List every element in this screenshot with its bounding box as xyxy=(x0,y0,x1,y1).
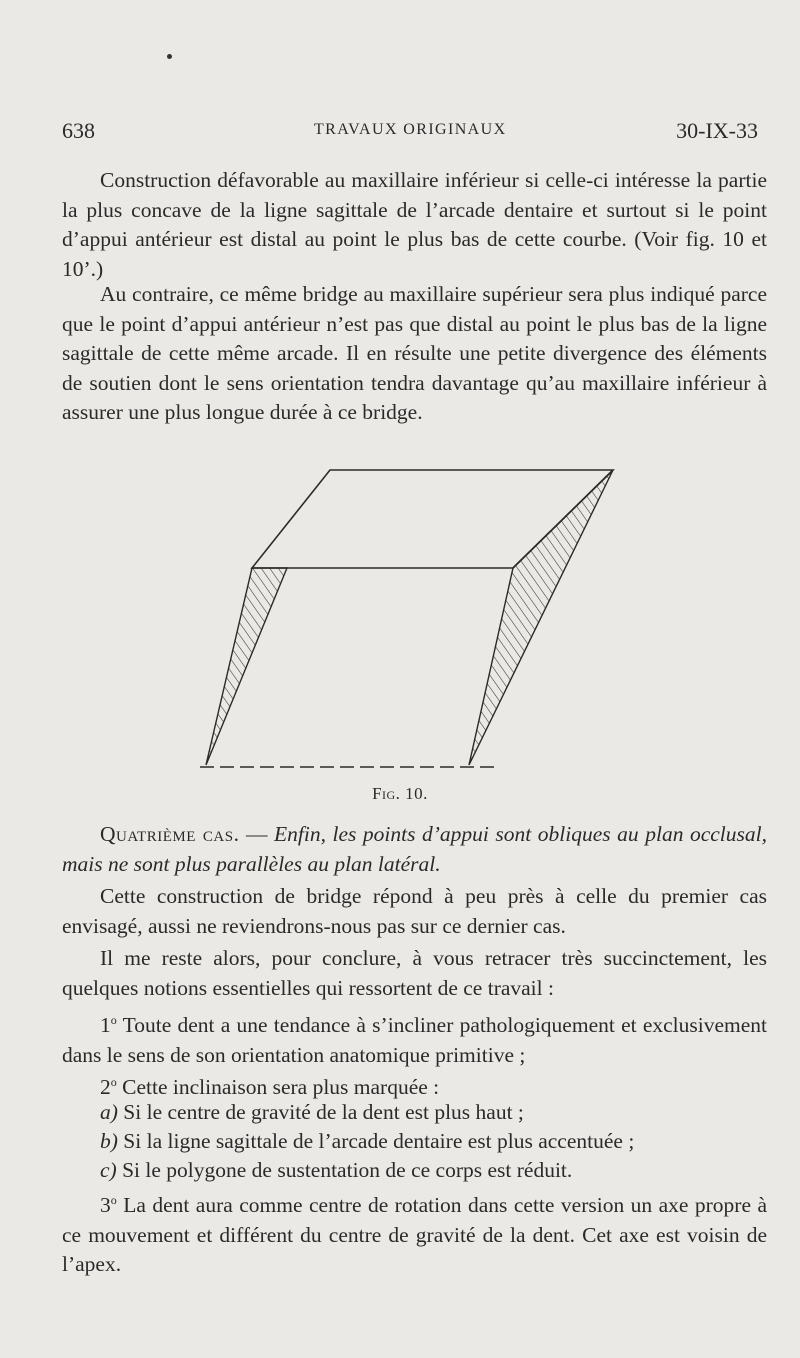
figure-10-bridge-diagram xyxy=(195,462,625,777)
ink-dot xyxy=(167,54,172,59)
list-item-3: 3$^o$ La dent aura comme centre de rotation dans cette version un axe propre à ce mouvement et différent du centre de gravité de la dent. Cet axe est voisin de l’apex. xyxy=(62,1193,767,1277)
page-number: 638 xyxy=(62,118,95,143)
list-item-2: 2$^o$ Cette inclinaison sera plus marquée : xyxy=(100,1075,440,1100)
sub-item-c: c) Si le polygone de sustentation de ce corps est réduit. xyxy=(100,1158,573,1182)
page-header xyxy=(62,118,770,148)
right-pillar xyxy=(469,470,613,765)
section-italic-text: Enfin, les points d’appui sont obliques au plan occlusal, mais ne sont plus parallèles au plan latéral. xyxy=(62,822,767,876)
left-pillar xyxy=(206,568,287,765)
issue-date: 30-IX-33 xyxy=(676,118,758,143)
paragraph-cette-construction: Cette construction de bridge répond à peu près à celle du premier cas envisagé, aussi ne reviendrons-nous pas sur ce dernier cas. xyxy=(62,884,767,938)
paragraph-au-contraire: Au contraire, ce même bridge au maxillaire supérieur sera plus indiqué parce que le point d’appui antérieur n’est pas que distal au point le plus bas de la ligne sagittale de cette même arcade. Il en résulte une petite divergence des éléments de soutien dont le sens orientation tendra davantage qu’au maxillaire inférieur à assurer une plus longue durée à ce bridge. xyxy=(62,282,767,424)
sub-item-a: a) Si le centre de gravité de la dent est plus haut ; xyxy=(100,1100,524,1124)
paragraph-construction: Construction défavorable au maxillaire inférieur si celle-ci intéresse la partie la plus concave de la ligne sagittale de l’arcade dentaire et surtout si le point d’appui antérieur est distal au point le plus bas de cette courbe. (Voir fig. 10 et 10’.) xyxy=(62,168,767,281)
paragraph-il-me-reste: Il me reste alors, pour conclure, à vous retracer très succinctement, les quelques notions essentielles qui ressortent de ce travail : xyxy=(62,946,767,1000)
list-item-1: 1$^o$ Toute dent a une tendance à s’incliner pathologiquement et exclusivement dans le sens de son orientation anatomique primitive ; xyxy=(62,1013,767,1067)
section-quatrieme-cas: Quatrième cas. — Enfin, les points d’appui sont obliques au plan occlusal, mais ne sont plus parallèles au plan latéral. xyxy=(62,822,767,876)
section-heading: Quatrième cas. xyxy=(100,822,240,846)
sub-item-b: b) Si la ligne sagittale de l’arcade dentaire est plus accentuée ; xyxy=(100,1129,635,1153)
figure-caption: Fig. 10. xyxy=(372,784,428,803)
running-title: TRAVAUX ORIGINAUX xyxy=(314,121,507,138)
